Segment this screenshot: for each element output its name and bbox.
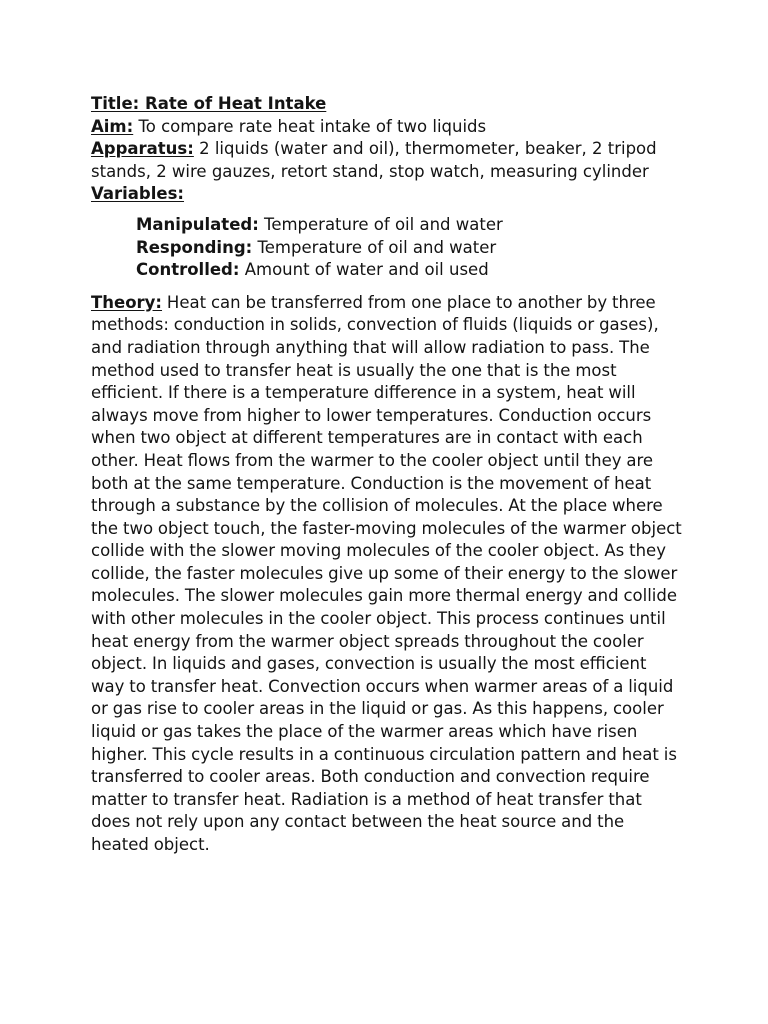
variable-responding xyxy=(136,237,691,260)
variable-controlled xyxy=(136,259,691,282)
aim-label: Aim: xyxy=(91,116,134,136)
title-line xyxy=(91,93,691,116)
controlled-text: Amount of water and oil used xyxy=(239,260,489,280)
apparatus-text: 2 liquids (water and oil), thermometer, beaker, 2 tripod stands, 2 wire gauzes, retort stand, stop watch, measuring cylinder xyxy=(91,139,657,181)
controlled-label: Controlled: xyxy=(136,260,240,280)
manipulated-label: Manipulated: xyxy=(136,214,259,234)
variable-manipulated xyxy=(136,214,691,237)
aim-line xyxy=(91,116,691,139)
responding-label: Responding: xyxy=(136,237,253,257)
variables-list xyxy=(136,214,691,282)
theory-text: Heat can be transferred from one place to another by three methods: conduction in solids, convection of fluids (liquids or gases), and radiation through anything that will allow radiation to pass. The method used to transfer heat is usually the one that is the most efficient. If there is a temperature difference in a system, heat will always move from higher to lower temperatures. Conduction occurs when two object at different temperatures are in contact with each other. Heat flows from the warmer to the cooler object until they are both at the same temperature. Conduction is the movement of heat through a substance by the collision of molecules. At the place where the two object touch, the faster-moving molecules of the warmer object collide with the slower moving molecules of the cooler object. As they collide, the faster molecules give up some of their energy to the slower molecules. The slower molecules gain more thermal energy and collide with other molecules in the cooler object. This process continues until heat energy from the warmer object spreads throughout the cooler object. In liquids and gases, convection is usually the most efficient way to transfer heat. Convection occurs when warmer areas of a liquid or gas rise to cooler areas in the liquid or gas. As this happens, cooler liquid or gas takes the place of the warmer areas which have risen higher. This cycle results in a continuous circulation pattern and heat is transferred to cooler areas. Both conduction and convection require matter to transfer heat. Radiation is a method of heat transfer that does not rely upon any contact between the heat source and the heated object. xyxy=(91,292,682,854)
apparatus-label: Apparatus: xyxy=(91,139,194,159)
theory-label: Theory: xyxy=(91,292,163,312)
apparatus-paragraph xyxy=(91,138,691,183)
aim-text: To compare rate heat intake of two liquids xyxy=(133,116,487,136)
document-page xyxy=(91,93,691,857)
variables-label: Variables: xyxy=(91,184,185,204)
responding-text: Temperature of oil and water xyxy=(252,237,497,257)
title-label: Title: Rate of Heat Intake xyxy=(91,94,327,113)
variables-heading xyxy=(91,183,691,206)
theory-paragraph xyxy=(91,292,683,857)
manipulated-text: Temperature of oil and water xyxy=(258,214,503,234)
